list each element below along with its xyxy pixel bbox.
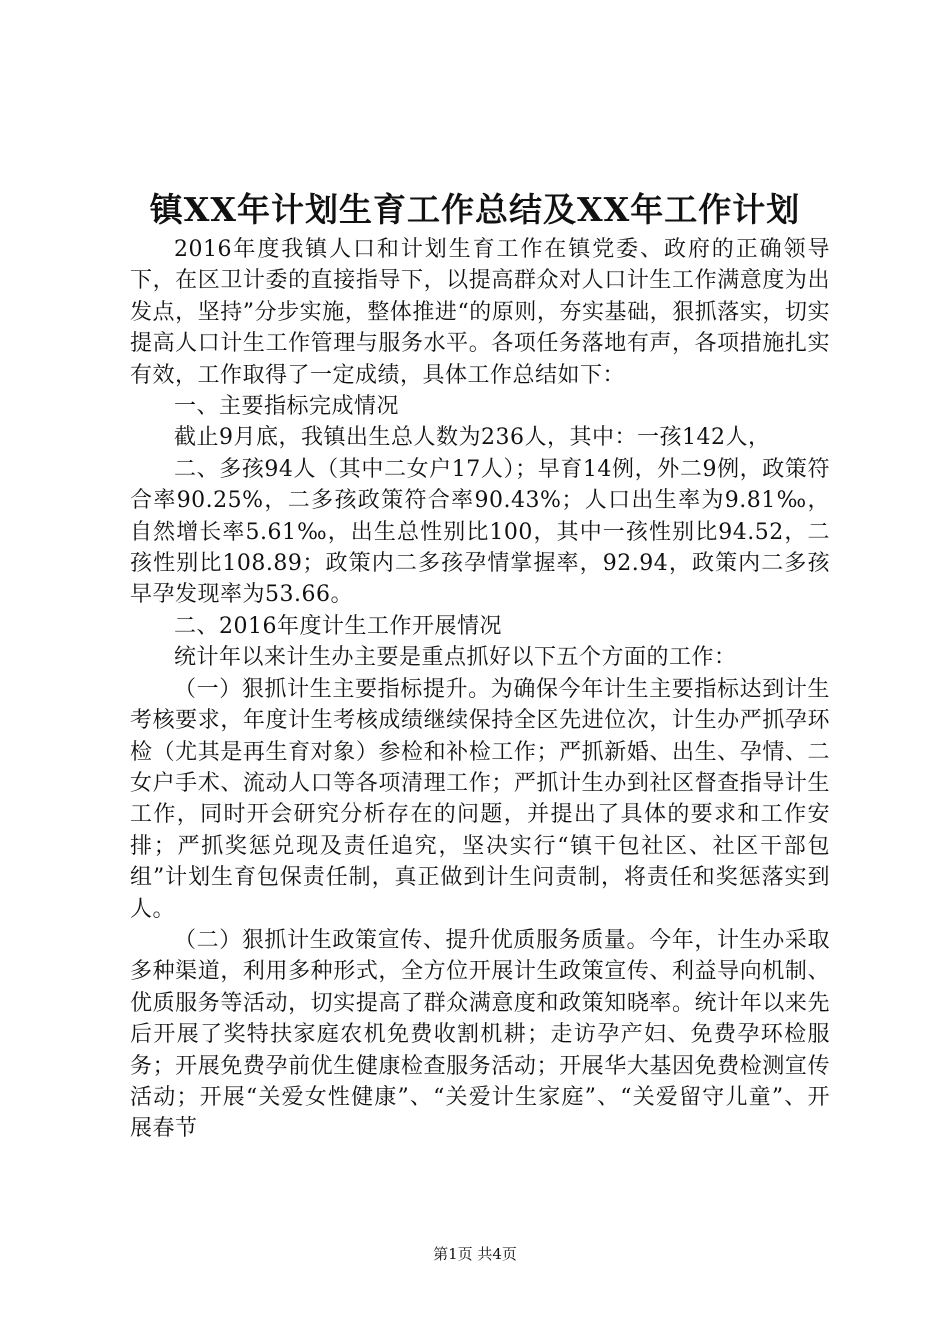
paragraph-section-two: （二）狠抓计生政策宣传、提升优质服务质量。今年，计生办采取多种渠道，利用多种形式，全方位开展计生政策宣传、利益导向机制、优质服务等活动，切实提高了群众满意度和政策知晓率。统计年以来先后开展了奖特扶家庭农机免费收割机耕；走访孕产妇、免费孕环检服务；开展免费孕前优生健康检查服务活动；开展华大基因免费检测宣传活动；开展“关爱女性健康”、“关爱计生家庭”、“关爱留守儿童”、开展春节	[130, 927, 830, 1142]
paragraph-statistics: 二、多孩94人（其中二女户17人）；早育14例，外二9例，政策符合率90.25%，二多孩政策符合率90.43%；人口出生率为9.81‰，自然增长率5.61‰，出生总性别比100，其中一孩性别比94.52，二孩性别比108.89；政策内二多孩孕情掌握率，92.94，政策内二多孩早孕发现率为53.66。	[130, 456, 830, 608]
paragraph-five-aspects: 统计年以来计生办主要是重点抓好以下五个方面的工作：	[174, 645, 737, 671]
heading-main-indicators: 一、主要指标完成情况	[174, 394, 400, 420]
heading-work-progress: 二、2016年度计生工作开展情况	[174, 613, 502, 639]
page-footer: 第1页 共4页	[433, 1245, 517, 1263]
document-body	[130, 234, 830, 1145]
paragraph-section-one: （一）狠抓计生主要指标提升。为确保今年计生主要指标达到计生考核要求，年度计生考核成绩继续保持全区先进位次，计生办严抓孕环检（尤其是再生育对象）参检和补检工作；严抓新婚、出生、孕情、二女户手术、流动人口等各项清理工作；严抓计生办到社区督查指导计生工作，同时开会研究分析存在的问题，并提出了具体的要求和工作安排；严抓奖惩兑现及责任追究，坚决实行“镇干包社区、社区干部包组”计划生育包保责任制，真正做到计生问责制，将责任和奖惩落实到人。	[130, 676, 830, 922]
paragraph-births: 截止9月底，我镇出生总人数为236人，其中：一孩142人，	[174, 425, 771, 451]
document-title: 镇XX年计划生育工作总结及XX年工作计划	[149, 190, 801, 229]
paragraph-intro: 2016年度我镇人口和计划生育工作在镇党委、政府的正确领导下，在区卫计委的直接指导下，以提高群众对人口计生工作满意度为出发点，坚持”分步实施，整体推进“的原则，夯实基础，狠抓落实，切实提高人口计生工作管理与服务水平。各项任务落地有声，各项措施扎实有效，工作取得了一定成绩，具体工作总结如下：	[130, 237, 830, 388]
